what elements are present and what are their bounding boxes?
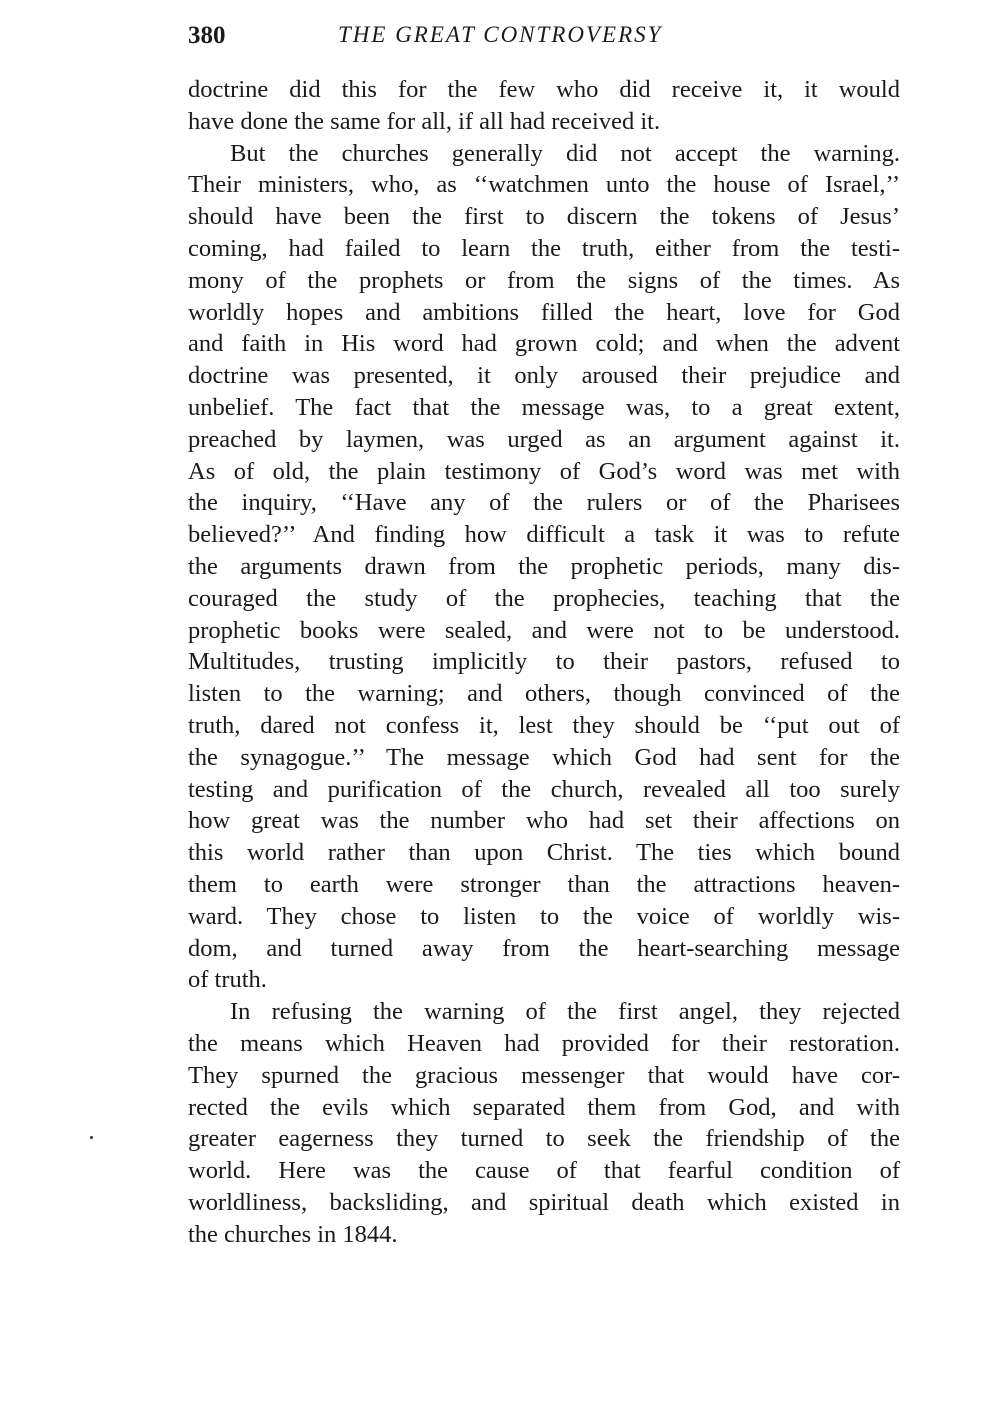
text-line: listen to the warning; and others, though convinced of the	[188, 680, 900, 708]
scan-speck	[90, 1136, 93, 1139]
text-line: rected the evils which separated them from God, and with	[188, 1093, 900, 1121]
page-body	[188, 74, 900, 1250]
text-line: mony of the prophets or from the signs of the times. As	[188, 266, 900, 294]
text-line: doctrine did this for the few who did receive it, it would	[188, 76, 900, 103]
paragraph	[188, 138, 900, 997]
page-header	[188, 22, 900, 58]
text-line: worldly hopes and ambitions filled the heart, love for God	[188, 298, 900, 326]
text-line: doctrine was presented, it only aroused their prejudice and	[188, 362, 900, 390]
text-line: prophetic books were sealed, and were not to be understood.	[188, 616, 900, 644]
text-line: have done the same for all, if all had received it.	[188, 107, 661, 135]
text-line: They spurned the gracious messenger that would have cor-	[188, 1061, 900, 1089]
text-line: how great was the number who had set their affections on	[188, 807, 900, 835]
text-line: worldliness, backsliding, and spiritual death which existed in	[188, 1188, 900, 1216]
text-line: the churches in 1844.	[188, 1220, 398, 1248]
running-title: THE GREAT CONTROVERSY	[338, 22, 663, 47]
text-line: and faith in His word had grown cold; and when the advent	[188, 330, 900, 358]
text-line: of truth.	[188, 966, 267, 994]
text-line: But the churches generally did not accept the warning.	[230, 139, 900, 167]
text-line: this world rather than upon Christ. The ties which bound	[188, 839, 900, 867]
text-line: As of old, the plain testimony of God’s word was met with	[188, 457, 900, 485]
text-line: the inquiry, ‘‘Have any of the rulers or of the Pharisees	[188, 489, 900, 517]
text-line: coming, had failed to learn the truth, either from the testi-	[188, 234, 900, 262]
text-line: couraged the study of the prophecies, teaching that the	[188, 584, 900, 612]
text-line: testing and purification of the church, revealed all too surely	[188, 775, 900, 803]
text-line: ward. They chose to listen to the voice of worldly wis-	[188, 902, 900, 930]
text-line: them to earth were stronger than the attractions heaven-	[188, 870, 900, 898]
text-line: Their ministers, who, as ‘‘watchmen unto the house of Israel,’’	[188, 171, 900, 199]
paragraph	[188, 996, 900, 1250]
text-line: truth, dared not confess it, lest they should be ‘‘put out of	[188, 711, 900, 739]
text-line: world. Here was the cause of that fearful condition of	[188, 1157, 900, 1185]
text-line: the synagogue.’’ The message which God had sent for the	[188, 743, 900, 771]
text-line: should have been the first to discern the tokens of Jesus’	[188, 203, 900, 231]
text-line: preached by laymen, was urged as an argument against it.	[188, 425, 900, 453]
text-line: Multitudes, trusting implicitly to their pastors, refused to	[188, 648, 900, 676]
text-line: the arguments drawn from the prophetic periods, many dis-	[188, 552, 900, 580]
text-line: unbelief. The fact that the message was, to a great extent,	[188, 393, 900, 421]
page-number: 380	[188, 22, 226, 49]
text-line: believed?’’ And finding how difficult a task it was to refute	[188, 521, 900, 549]
text-line: dom, and turned away from the heart-searching message	[188, 934, 900, 962]
text-line: In refusing the warning of the first angel, they rejected	[230, 998, 900, 1026]
text-line: the means which Heaven had provided for their restoration.	[188, 1029, 900, 1057]
text-line: greater eagerness they turned to seek the friendship of the	[188, 1125, 900, 1153]
paragraph	[188, 74, 900, 138]
